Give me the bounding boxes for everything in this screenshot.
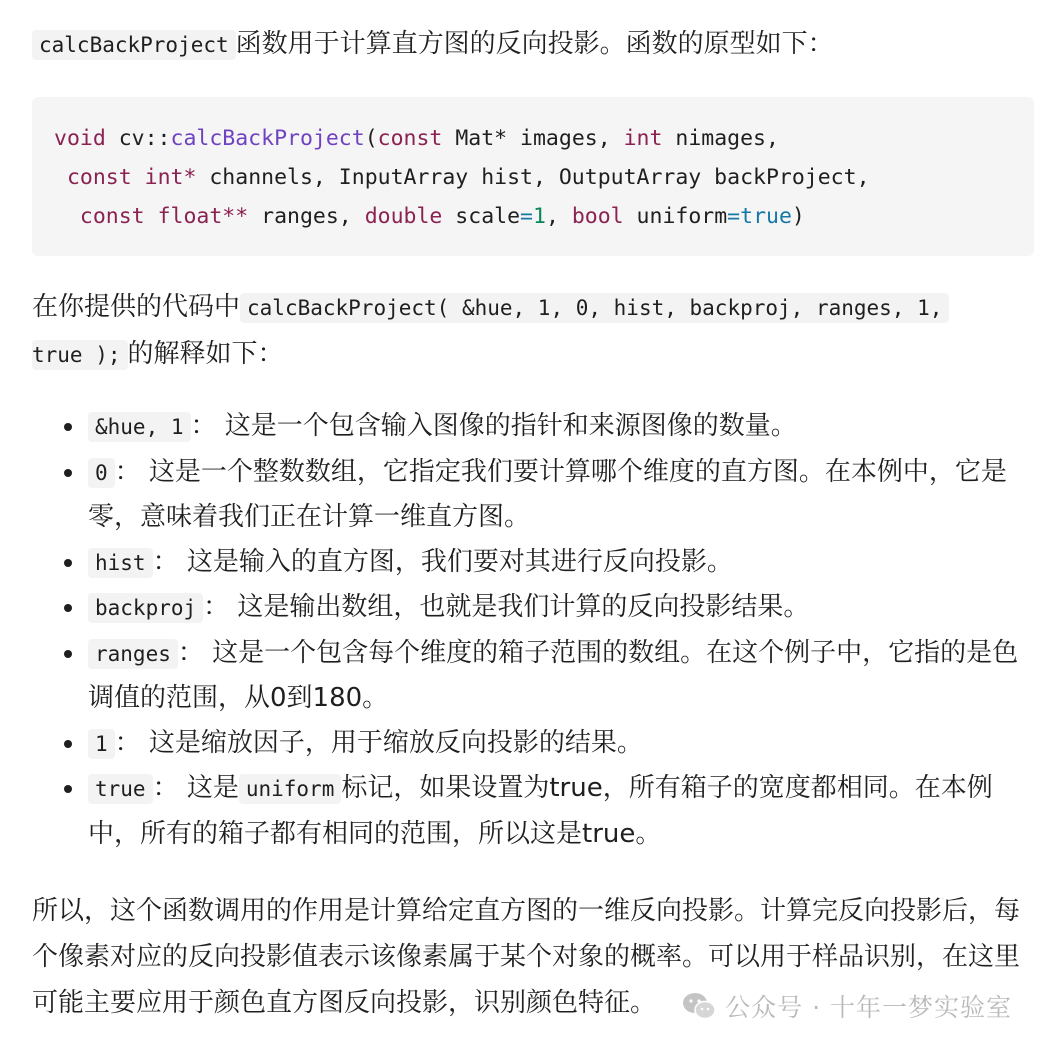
code-keyword: const	[66, 165, 132, 190]
code-literal: true	[740, 204, 792, 229]
list-item-text: ： 这是输出数组，也就是我们计算的反向投影结果。	[203, 592, 810, 622]
list-item-text: 标记，如果设置为true，所有箱子的宽度都相同。在本例中，所有的箱子都有相同的范围，所以这是true。	[88, 773, 993, 849]
list-item	[88, 766, 1032, 856]
inline-code-arg: 0	[88, 458, 115, 488]
code-keyword: int	[623, 126, 663, 151]
list-item	[88, 450, 1032, 540]
code-indent	[54, 204, 80, 229]
explanation-intro-paragraph	[32, 284, 1032, 378]
list-item-text: ： 这是一个整数数组，它指定我们要计算哪个维度的直方图。在本例中，它是零，意味着我们正在计算一维直方图。	[88, 456, 1007, 532]
code-number: 1	[532, 204, 546, 229]
inline-code-arg: ranges	[88, 639, 178, 669]
code-keyword: double	[364, 204, 443, 229]
explanation-suffix: 的解释如下：	[127, 339, 284, 369]
code-operator: =	[727, 204, 741, 229]
inline-code-arg: &hue, 1	[88, 412, 191, 442]
list-item-text: ： 这是缩放因子，用于缩放反向投影的结果。	[114, 727, 643, 758]
code-text: scale	[442, 204, 521, 229]
inline-code-arg: backproj	[88, 593, 203, 623]
code-text: ranges,	[248, 204, 365, 229]
intro-paragraph	[32, 22, 1032, 67]
summary-paragraph: 所以，这个函数调用的作用是计算给定直方图的一维反向投影。计算完反向投影后，每个像素对应的反向投影值表示该像素属于某个对象的概率。可以用于样品识别，在这里可能主要应用于颜色直方图反向投影，识别颜色特征。	[32, 896, 1021, 1018]
list-item	[88, 585, 1032, 631]
list-item-text: ： 这是	[152, 773, 239, 803]
code-function-name: calcBackProject	[170, 126, 365, 151]
inline-code-arg: 1	[88, 729, 115, 759]
intro-text: 函数用于计算直方图的反向投影。函数的原型如下：	[235, 29, 834, 59]
wechat-icon	[681, 991, 717, 1021]
inline-code-uniform: uniform	[239, 774, 342, 804]
inline-code-call: calcBackProject( &hue, 1, 0, hist, backproj, ranges, 1,	[240, 293, 949, 323]
code-namespace: cv::	[105, 126, 171, 151]
code-text: Mat* images,	[442, 126, 624, 151]
code-line-3	[54, 197, 1012, 236]
code-keyword: bool	[571, 204, 624, 229]
inline-code-arg: true	[88, 774, 153, 804]
list-item-text: ： 这是输入的直方图，我们要对其进行反向投影。	[152, 546, 733, 577]
list-item	[88, 404, 1032, 450]
list-item-text: ： 这是一个包含输入图像的指针和来源图像的数量。	[190, 411, 797, 441]
watermark-text: 公众号 · 十年一梦实验室	[725, 993, 1012, 1022]
code-keyword: void	[54, 126, 106, 151]
inline-code-function-name: calcBackProject	[32, 30, 236, 60]
document-body	[32, 20, 1032, 1026]
list-item	[88, 721, 1032, 767]
code-keyword: const	[79, 204, 145, 229]
inline-code-arg: hist	[88, 548, 153, 578]
code-paren: )	[791, 204, 805, 229]
code-text: ,	[545, 204, 572, 229]
list-item	[88, 540, 1032, 586]
code-line-1	[54, 119, 1012, 158]
code-keyword: float**	[157, 204, 249, 229]
code-block-prototype	[32, 97, 1034, 256]
code-indent	[54, 165, 67, 190]
watermark	[681, 988, 1012, 1024]
code-keyword: int*	[144, 165, 197, 190]
list-item	[88, 631, 1032, 721]
code-text: uniform	[623, 204, 728, 229]
list-item-text: ： 这是一个包含每个维度的箱子范围的数组。在这个例子中，它指的是色调值的范围，从0到180。	[88, 637, 1019, 713]
code-space	[132, 165, 145, 190]
argument-list	[32, 404, 1032, 856]
code-space	[145, 204, 158, 229]
code-text: channels, InputArray hist, OutputArray backProject,	[196, 165, 870, 190]
code-keyword: const	[377, 126, 443, 151]
code-line-2	[54, 158, 1012, 197]
explanation-prefix: 在你提供的代码中	[32, 292, 241, 322]
inline-code-call-continued: true );	[32, 340, 128, 370]
code-operator: =	[520, 204, 533, 229]
code-paren: (	[364, 126, 378, 151]
code-text: nimages,	[662, 126, 779, 151]
